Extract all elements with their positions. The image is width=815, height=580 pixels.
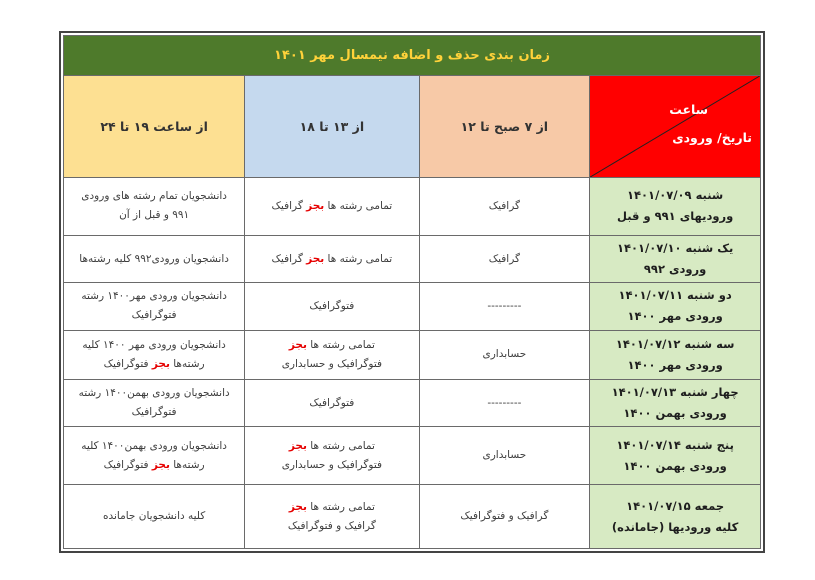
cell-text: ۹۹۱ و قبل از آن	[119, 209, 190, 222]
entry-text: ورودی ۹۹۲	[643, 262, 707, 277]
cell-text: تمامی رشته ها	[324, 199, 393, 212]
header-evening: از ساعت ۱۹ تا ۲۴	[64, 75, 245, 177]
afternoon-cell: فتوگرافیک	[245, 283, 419, 330]
evening-cell	[64, 330, 245, 379]
date-text: پنج شنبه ۱۴۰۱/۰۷/۱۴	[616, 437, 734, 452]
title-row	[64, 36, 761, 76]
header-corner-cell	[590, 75, 761, 177]
cell-text: دانشجویان ورودی مهر ۱۴۰۰ کلیه	[82, 338, 226, 351]
header-afternoon: از ۱۳ تا ۱۸	[245, 75, 419, 177]
table-title: زمان بندی حذف و اضافه نیمسال مهر ۱۴۰۱	[64, 36, 761, 76]
morning-cell: ---------	[419, 283, 590, 330]
except-text: بجز	[306, 252, 325, 265]
cell-text: فتوگرافیک	[103, 458, 152, 471]
afternoon-cell	[245, 330, 419, 379]
entry-text: ورودی مهر ۱۴۰۰	[627, 357, 723, 372]
entry-text: ورودی مهر ۱۴۰۰	[627, 309, 723, 324]
morning-cell: حسابداری	[419, 330, 590, 379]
date-cell	[590, 485, 761, 549]
cell-text: رشته‌ها	[169, 458, 205, 471]
header-row	[64, 75, 761, 177]
cell-text: فتوگرافیک	[103, 357, 152, 370]
afternoon-cell	[245, 177, 419, 235]
diagonal-divider	[590, 76, 760, 177]
cell-text: فتوگرافیک و حسابداری	[281, 357, 383, 370]
entry-text: ورودی بهمن ۱۴۰۰	[623, 406, 727, 421]
morning-cell: گرافیک	[419, 177, 590, 235]
evening-cell	[64, 283, 245, 330]
date-text: یک شنبه ۱۴۰۱/۰۷/۱۰	[616, 241, 734, 256]
date-cell	[590, 283, 761, 330]
cell-text: گرافیک و فتوگرافیک	[287, 519, 376, 532]
entry-text: ورودی بهمن ۱۴۰۰	[623, 458, 727, 473]
schedule-frame	[59, 31, 765, 553]
except-text: بجز	[288, 338, 307, 351]
evening-cell	[64, 236, 245, 283]
header-date-label: تاریخ/ ورودی	[672, 129, 752, 145]
evening-cell	[64, 380, 245, 427]
cell-text: دانشجویان تمام رشته های ورودی	[81, 190, 227, 203]
morning-cell: حسابداری	[419, 427, 590, 485]
evening-cell	[64, 485, 245, 549]
entry-text: کلیه ورودیها (جامانده)	[611, 519, 739, 534]
cell-text: تمامی رشته ها	[324, 252, 393, 265]
schedule-table	[63, 35, 761, 549]
evening-cell	[64, 427, 245, 485]
morning-cell: گرافیک و فتوگرافیک	[419, 485, 590, 549]
morning-cell: گرافیک	[419, 236, 590, 283]
cell-text: فتوگرافیک	[131, 309, 177, 322]
cell-text: دانشجویان ورودی بهمن۱۴۰۰ رشته	[78, 387, 230, 400]
table-row	[64, 485, 761, 549]
header-morning: از ۷ صبح تا ۱۲	[419, 75, 590, 177]
date-text: دو شنبه ۱۴۰۱/۰۷/۱۱	[618, 288, 732, 303]
except-text: بجز	[288, 500, 307, 513]
except-text: بجز	[306, 199, 325, 212]
table-row	[64, 427, 761, 485]
date-text: سه شنبه ۱۴۰۱/۰۷/۱۲	[615, 336, 735, 351]
afternoon-cell	[245, 236, 419, 283]
cell-text: دانشجویان ورودی مهر۱۴۰۰ رشته	[81, 290, 227, 303]
cell-text: دانشجویان ورودی بهمن۱۴۰۰ کلیه	[81, 439, 227, 452]
date-cell	[590, 177, 761, 235]
cell-text: گرافیک	[271, 252, 307, 265]
cell-text: تمامی رشته ها	[306, 500, 375, 513]
table-row	[64, 283, 761, 330]
table-row	[64, 330, 761, 379]
cell-text: تمامی رشته ها	[306, 439, 375, 452]
date-text: شنبه ۱۴۰۱/۰۷/۰۹	[627, 188, 724, 203]
afternoon-cell: فتوگرافیک	[245, 380, 419, 427]
cell-text: کلیه دانشجویان جامانده	[102, 510, 206, 523]
date-text: چهار شنبه ۱۴۰۱/۰۷/۱۳	[611, 385, 739, 400]
date-cell	[590, 380, 761, 427]
entry-text: ورودیهای ۹۹۱ و قبل	[616, 209, 734, 224]
except-text: بجز	[151, 357, 170, 370]
cell-text: فتوگرافیک	[131, 406, 177, 419]
header-time-label: ساعت	[669, 101, 708, 117]
table-row	[64, 177, 761, 235]
afternoon-cell	[245, 427, 419, 485]
table-row	[64, 236, 761, 283]
date-cell	[590, 330, 761, 379]
cell-text: تمامی رشته ها	[306, 338, 375, 351]
except-text: بجز	[288, 439, 307, 452]
afternoon-cell	[245, 485, 419, 549]
cell-text: گرافیک	[271, 199, 307, 212]
cell-text: رشته‌ها	[169, 357, 205, 370]
cell-text: دانشجویان ورودی۹۹۲ کلیه رشته‌ها	[79, 252, 229, 265]
cell-text: فتوگرافیک و حسابداری	[281, 458, 383, 471]
except-text: بجز	[151, 458, 170, 471]
evening-cell	[64, 177, 245, 235]
date-cell	[590, 236, 761, 283]
morning-cell: ---------	[419, 380, 590, 427]
table-row	[64, 380, 761, 427]
date-cell	[590, 427, 761, 485]
date-text: جمعه ۱۴۰۱/۰۷/۱۵	[626, 498, 725, 513]
